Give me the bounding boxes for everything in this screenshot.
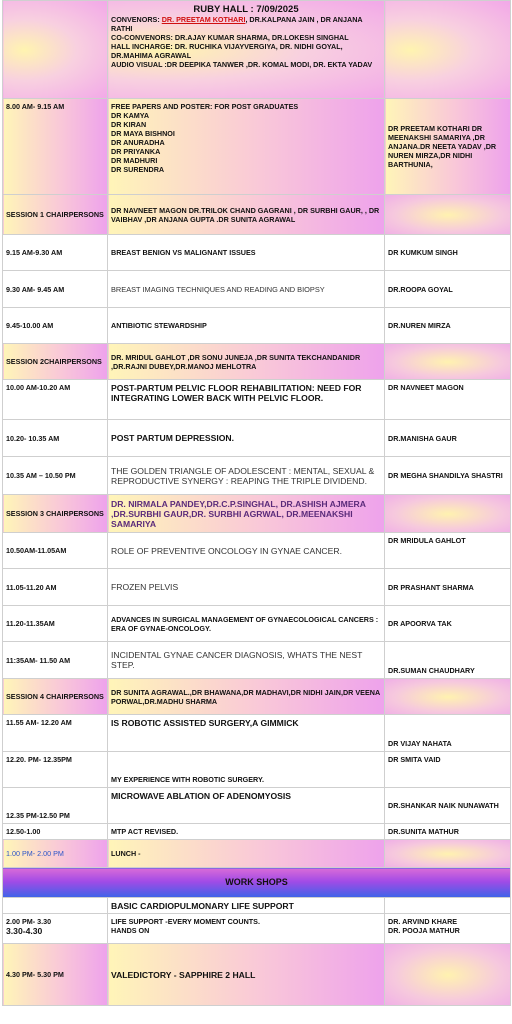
workshops-heading: WORK SHOPS — [3, 868, 511, 898]
talk-row — [3, 380, 511, 420]
talk-speaker: DR MRIDULA GAHLOT — [385, 533, 511, 569]
talk-speaker: DR.SHANKAR NAIK NUNAWATH — [385, 788, 511, 824]
free-papers-name: DR PRIYANKA — [111, 147, 161, 156]
session2-label: SESSION 2CHAIRPERSONS — [3, 344, 108, 380]
convenors-label: CONVENORS: — [111, 15, 162, 24]
talk-row — [3, 752, 511, 788]
talk-time: 10.00 AM-10.20 AM — [3, 380, 108, 420]
talk-speaker: DR VIJAY NAHATA — [385, 715, 511, 752]
lunch-label: LUNCH - — [108, 840, 385, 868]
talk-speaker: DR.NUREN MIRZA — [385, 308, 511, 344]
talk-topic: IS ROBOTIC ASSISTED SURGERY,A GIMMICK — [108, 715, 385, 752]
talk-row — [3, 715, 511, 752]
talk-topic: ADVANCES IN SURGICAL MANAGEMENT OF GYNAECOLOGICAL CANCERS : ERA OF GYNAE-ONCOLOGY. — [108, 606, 385, 642]
talk-row — [3, 606, 511, 642]
workshop-time-1: 2.00 PM- 3.30 — [6, 917, 52, 926]
session3-chair-row — [3, 495, 511, 533]
talk-speaker: DR KUMKUM SINGH — [385, 235, 511, 271]
talk-row — [3, 824, 511, 840]
talk-speaker: DR APOORVA TAK — [385, 606, 511, 642]
free-papers-name: DR KIRAN — [111, 120, 147, 129]
workshop-topic — [108, 914, 385, 944]
talk-time: 11.20-11.35AM — [3, 606, 108, 642]
talk-row — [3, 788, 511, 824]
talk-speaker: DR.ROOPA GOYAL — [385, 271, 511, 308]
free-papers-name: DR SURENDRA — [111, 165, 165, 174]
session3-label: SESSION 3 CHAIRPERSONS — [3, 495, 108, 533]
workshop-line-1: LIFE SUPPORT -EVERY MOMENT COUNTS. — [111, 917, 260, 926]
bcls-row — [3, 898, 511, 914]
talk-time: 9.45-10.00 AM — [3, 308, 108, 344]
life-support-row — [3, 914, 511, 944]
talk-topic: FROZEN PELVIS — [108, 569, 385, 606]
talk-row — [3, 420, 511, 457]
free-papers-name: DR MADHURI — [111, 156, 158, 165]
free-papers-cell — [108, 99, 385, 195]
lunch-time: 1.00 PM- 2.00 PM — [3, 840, 108, 868]
free-papers-row — [3, 99, 511, 195]
talk-speaker: DR.SUNITA MATHUR — [385, 824, 511, 840]
lunch-empty — [385, 840, 511, 868]
talk-time: 12.20. PM- 12.35PM — [3, 752, 108, 788]
talk-topic: THE GOLDEN TRIANGLE OF ADOLESCENT : MENTAL, SEXUAL & REPRODUCTIVE SYNERGY : REAPING THE TRIPLE DIVIDEND. — [108, 457, 385, 495]
talk-time: 12.35 PM-12.50 PM — [3, 788, 108, 824]
bcls-empty — [3, 898, 108, 914]
workshop-line-2: HANDS ON — [111, 926, 150, 935]
talk-topic: MICROWAVE ABLATION OF ADENOMYOSIS — [108, 788, 385, 824]
talk-row — [3, 235, 511, 271]
free-papers-name: DR KAMYA — [111, 111, 150, 120]
session1-chair-row — [3, 195, 511, 235]
talk-topic: POST-PARTUM PELVIC FLOOR REHABILITATION: NEED FOR INTEGRATING LOWER BACK WITH PELVIC FLOOR. — [108, 380, 385, 420]
valedictory-label: VALEDICTORY - SAPPHIRE 2 HALL — [108, 944, 385, 1006]
audio-visual-line: AUDIO VISUAL :DR DEEPIKA TANWER ,DR. KOMAL MODI, DR. EKTA YADAV — [111, 60, 373, 69]
schedule-table — [2, 0, 511, 1006]
talk-time: 9.30 AM- 9.45 AM — [3, 271, 108, 308]
talk-speaker: DR SMITA VAID — [385, 752, 511, 788]
talk-topic: BREAST BENIGN VS MALIGNANT ISSUES — [108, 235, 385, 271]
session3-chairs: DR. NIRMALA PANDEY,DR.C.P.SINGHAL, DR.ASHISH AJMERA ,DR.SURBHI GAUR,DR. SURBHI AGRWAL, DR.MEENAKSHI SAMARIYA — [108, 495, 385, 533]
talk-topic: ANTIBIOTIC STEWARDSHIP — [108, 308, 385, 344]
talk-time: 11.05-11.20 AM — [3, 569, 108, 606]
session1-chairs: DR NAVNEET MAGON DR.TRILOK CHAND GAGRANI , DR SURBHI GAUR, , DR VAIBHAV ,DR ANJANA GUPTA .DR SUNITA AGRAWAL — [108, 195, 385, 235]
talk-time: 11.55 AM- 12.20 AM — [3, 715, 108, 752]
co-convenors-line: CO-CONVENORS: DR.AJAY KUMAR SHARMA, DR.LOKESH SINGHAL — [111, 33, 349, 42]
convenors-highlight: DR. PREETAM KOTHARI — [161, 15, 246, 24]
free-papers-name: DR MAYA BISHNOI — [111, 129, 175, 138]
talk-topic: ROLE OF PREVENTIVE ONCOLOGY IN GYNAE CANCER. — [108, 533, 385, 569]
bcls-title: BASIC CARDIOPULMONARY LIFE SUPPORT — [108, 898, 385, 914]
talk-speaker: DR NAVNEET MAGON — [385, 380, 511, 420]
session4-label: SESSION 4 CHAIRPERSONS — [3, 679, 108, 715]
talk-row — [3, 533, 511, 569]
session4-chairs: DR SUNITA AGRAWAL.,DR BHAWANA,DR MADHAVI,DR NIDHI JAIN,DR VEENA PORWAL,DR.MADHU SHARMA — [108, 679, 385, 715]
talk-topic: BREAST IMAGING TECHNIQUES AND READING AND BIOPSY — [108, 271, 385, 308]
workshop-speaker-2: DR. POOJA MATHUR — [388, 926, 460, 935]
programme-schedule — [2, 0, 510, 1006]
convenors-rest: , DR.KALPANA JAIN , DR ANJANA RATHI — [111, 15, 363, 33]
free-papers-time: 8.00 AM- 9.15 AM — [3, 99, 108, 195]
bcls-empty-right — [385, 898, 511, 914]
talk-topic: POST PARTUM DEPRESSION. — [108, 420, 385, 457]
free-papers-name: DR ANURADHA — [111, 138, 165, 147]
talk-row — [3, 308, 511, 344]
talk-speaker: DR MEGHA SHANDILYA SHASTRI — [385, 457, 511, 495]
talk-time: 12.50-1.00 — [3, 824, 108, 840]
valedictory-row — [3, 944, 511, 1006]
hall-incharge-line: HALL INCHARGE: DR. RUCHIKA VIJAYVERGIYA, DR. NIDHI GOYAL, DR.MAHIMA AGRAWAL — [111, 42, 343, 60]
session2-empty — [385, 344, 511, 380]
session4-empty — [385, 679, 511, 715]
talk-speaker: DR.SUMAN CHAUDHARY — [385, 642, 511, 679]
header-right-cell — [385, 1, 511, 99]
free-papers-judges: DR PREETAM KOTHARI DR MEENAKSHI SAMARIYA ,DR ANJANA.DR NEETA YADAV ,DR NUREN MIRZA,DR NIDHI BARTHUNIA, — [385, 99, 511, 195]
session1-label: SESSION 1 CHAIRPERSONS — [3, 195, 108, 235]
convenors-line — [111, 15, 381, 33]
talk-time: 9.15 AM-9.30 AM — [3, 235, 108, 271]
header-left-cell — [3, 1, 108, 99]
valedictory-time: 4.30 PM- 5.30 PM — [3, 944, 108, 1006]
lunch-row — [3, 840, 511, 868]
session3-empty — [385, 495, 511, 533]
talk-time: 10.35 AM – 10.50 PM — [3, 457, 108, 495]
workshop-time-2: 3.30-4.30 — [6, 926, 43, 936]
talk-topic: MY EXPERIENCE WITH ROBOTIC SURGERY. — [108, 752, 385, 788]
workshop-speaker-1: DR. ARVIND KHARE — [388, 917, 458, 926]
talk-row — [3, 642, 511, 679]
talk-row — [3, 271, 511, 308]
talk-row — [3, 457, 511, 495]
free-papers-title: FREE PAPERS AND POSTER: FOR POST GRADUATES — [111, 102, 299, 111]
talk-topic: INCIDENTAL GYNAE CANCER DIAGNOSIS, WHATS THE NEST STEP. — [108, 642, 385, 679]
talk-time: 10.20- 10.35 AM — [3, 420, 108, 457]
talk-speaker: DR PRASHANT SHARMA — [385, 569, 511, 606]
session1-empty — [385, 195, 511, 235]
session2-chairs: DR. MRIDUL GAHLOT ,DR SONU JUNEJA ,DR SUNITA TEKCHANDANIDR ,DR.RAJNI DUBEY,DR.MANOJ MEHLOTRA — [108, 344, 385, 380]
valedictory-empty — [385, 944, 511, 1006]
talk-speaker: DR.MANISHA GAUR — [385, 420, 511, 457]
session4-chair-row — [3, 679, 511, 715]
workshop-speakers — [385, 914, 511, 944]
talk-row — [3, 569, 511, 606]
session2-chair-row — [3, 344, 511, 380]
header-info-cell — [108, 1, 385, 99]
talk-time: 11:35AM- 11.50 AM — [3, 642, 108, 679]
workshops-heading-row — [3, 868, 511, 898]
talk-topic: MTP ACT REVISED. — [108, 824, 385, 840]
hall-title: RUBY HALL : 7/09/2025 — [193, 4, 299, 15]
header-row — [3, 1, 511, 99]
talk-time: 10.50AM-11.05AM — [3, 533, 108, 569]
workshop-time — [3, 914, 108, 944]
